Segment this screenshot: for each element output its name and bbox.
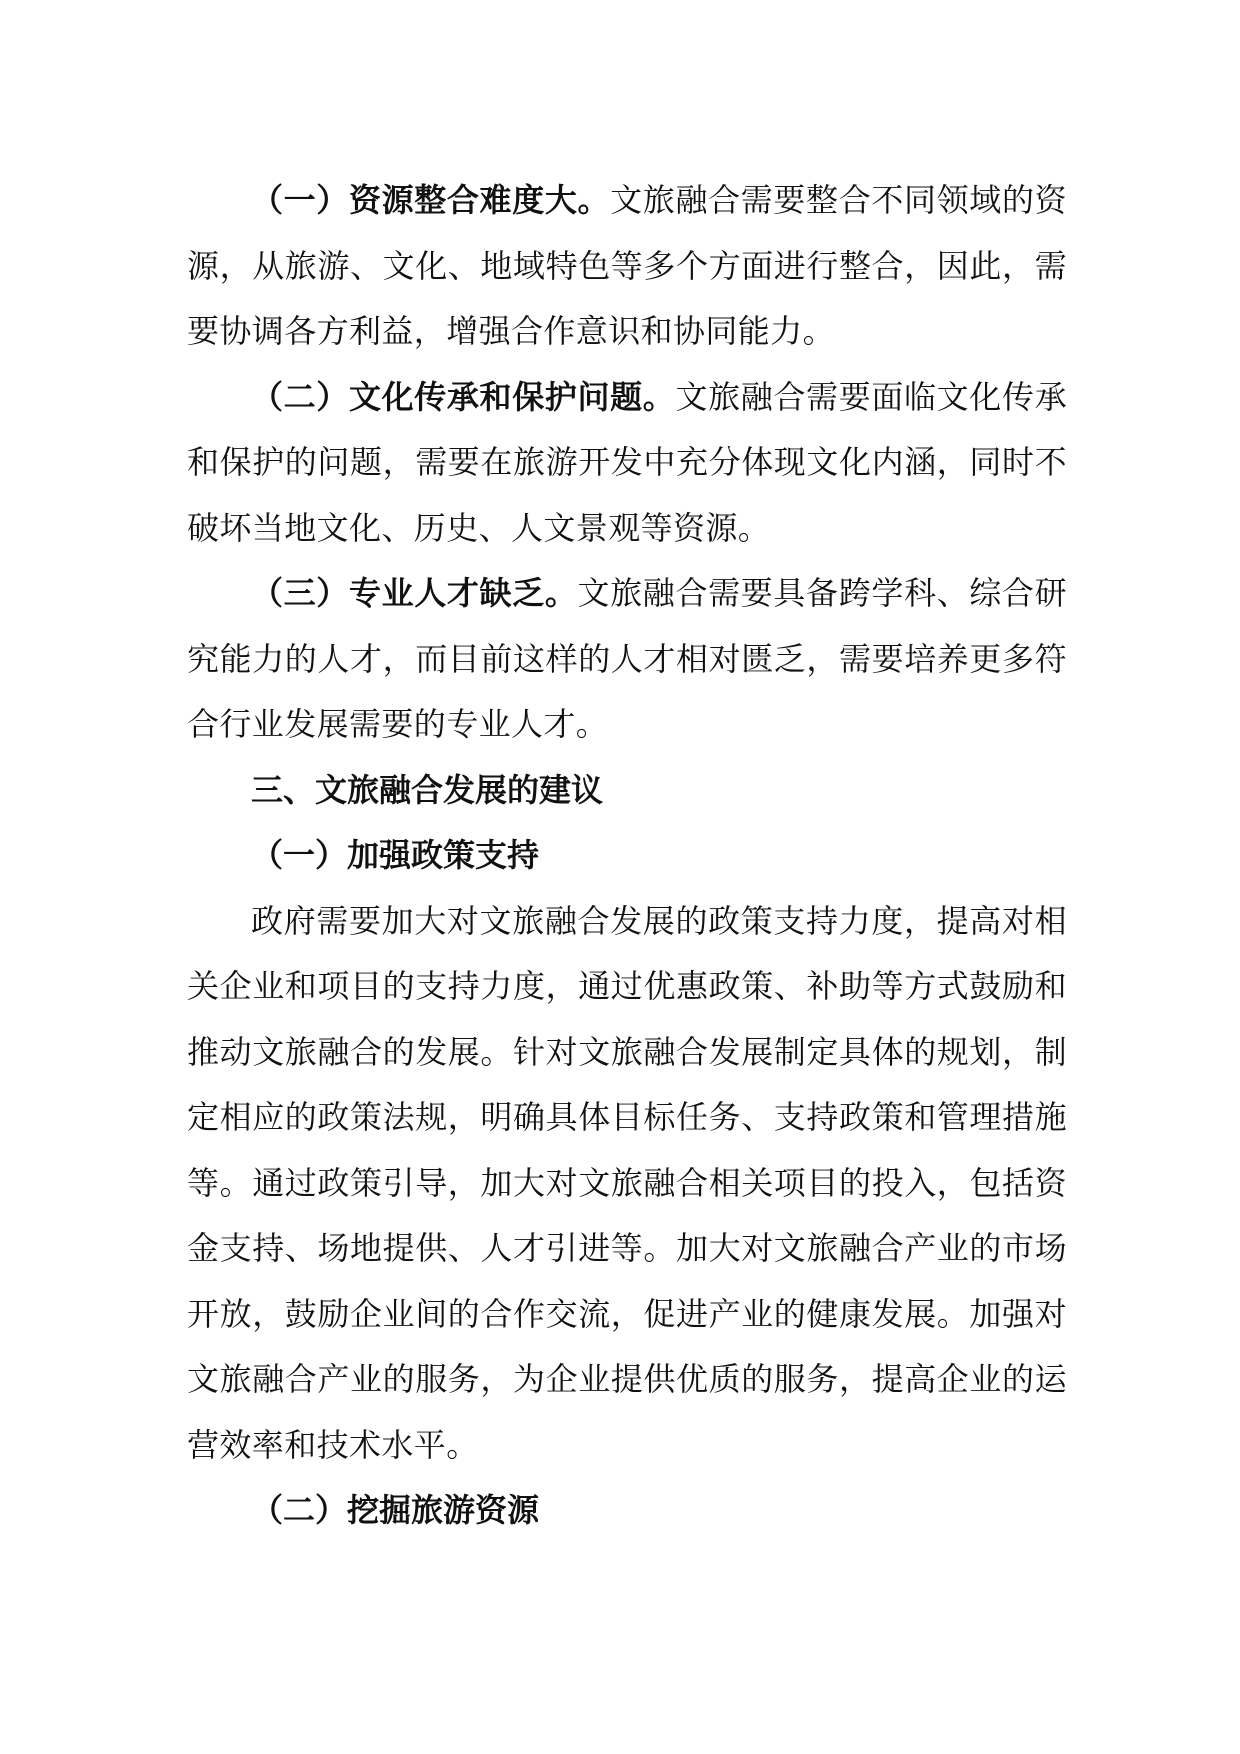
subheading-policy-support: （一）加强政策支持 [251,836,540,874]
subheading-tourism-resources: （二）挖掘旅游资源 [251,1491,540,1529]
paragraph-lead: （一）资源整合难度大。 [251,181,611,219]
paragraph-resource-integration [187,168,1067,365]
paragraph-cultural-heritage [187,365,1067,562]
section-heading: 三、文旅融合发展的建议 [251,770,604,809]
paragraph-text: 文旅融合需要整合不同领域的资源，从旅游、文化、地域特色等多个方面进行整合，因此，需要协调各方利益，增强合作意识和协同能力。 [187,181,1067,350]
paragraph-text: 文旅融合需要面临文化传承和保护的问题，需要在旅游开发中充分体现文化内涵，同时不破坏当地文化、历史、人文景观等资源。 [187,377,1067,547]
paragraph-talent-shortage [187,561,1067,758]
paragraph-lead: （二）文化传承和保护问题。 [251,377,676,416]
paragraph-lead: （三）专业人才缺乏。 [251,574,578,612]
paragraph-text: 文旅融合需要具备跨学科、综合研究能力的人才，而目前这样的人才相对匮乏，需要培养更多符合行业发展需要的专业人才。 [187,574,1067,743]
document-page [187,168,1067,1544]
paragraph-policy-support: 政府需要加大对文旅融合发展的政策支持力度，提高对相关企业和项目的支持力度，通过优惠政策、补助等方式鼓励和推动文旅融合的发展。针对文旅融合发展制定具体的规划，制定相应的政策法规，明确具体目标任务、支持政策和管理措施等。通过政策引导，加大对文旅融合相关项目的投入，包括资金支持、场地提供、人才引进等。加大对文旅融合产业的市场开放，鼓励企业间的合作交流，促进产业的健康发展。加强对文旅融合产业的服务，为企业提供优质的服务，提高企业的运营效率和技术水平。 [187,901,1067,1464]
